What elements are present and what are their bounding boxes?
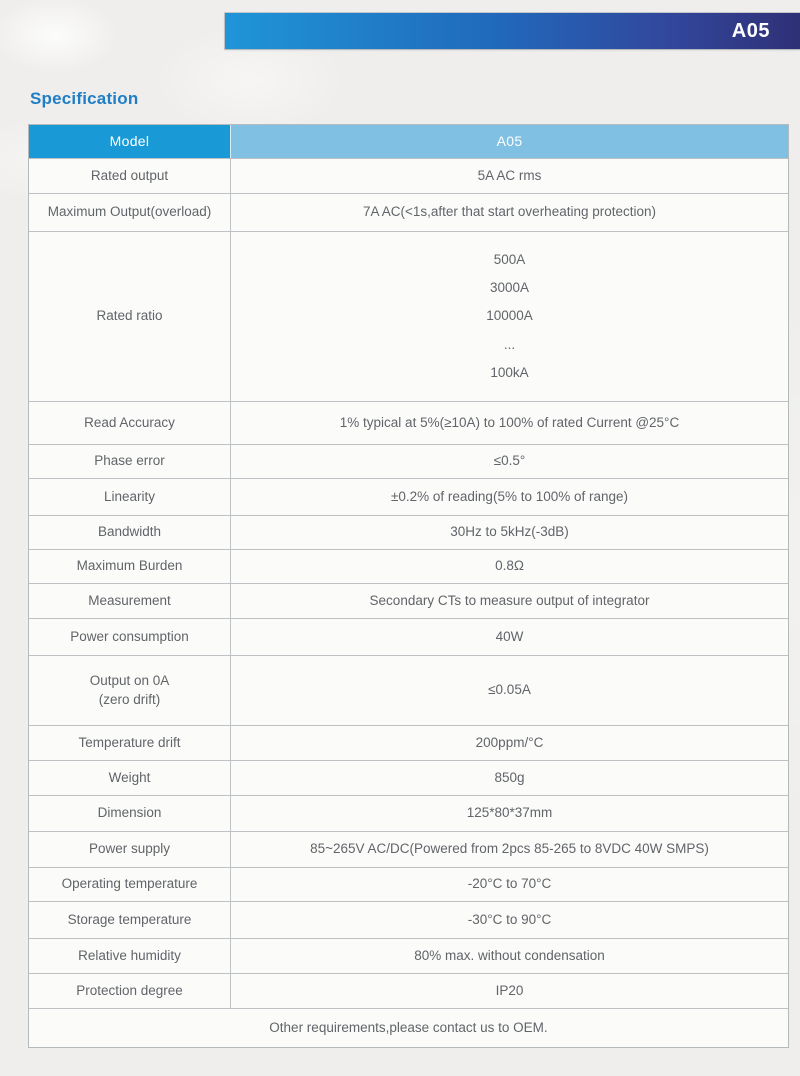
- row-value-cell: [231, 445, 788, 478]
- row-label-text: Power consumption: [70, 628, 189, 644]
- row-value-cell: [231, 902, 788, 938]
- row-value-text: 850g: [494, 769, 525, 785]
- row-value-text: 5A AC rms: [477, 167, 542, 183]
- table-footer-row: [29, 1009, 788, 1047]
- spec-row-measurement: [29, 584, 788, 619]
- row-value-text: IP20: [495, 982, 524, 998]
- spec-row-storage-temperature: [29, 902, 788, 939]
- row-value-cell: [231, 402, 788, 444]
- row-label-cell: [29, 868, 231, 901]
- row-value-cell: [231, 159, 788, 193]
- header-banner: [225, 13, 800, 49]
- ratio-value-text: 500A: [493, 251, 526, 267]
- row-value-text: -30°C to 90°C: [467, 911, 552, 927]
- row-label-cell: [29, 761, 231, 795]
- row-value-cell: [231, 761, 788, 795]
- row-label-text: Operating temperature: [61, 876, 198, 892]
- header-model-cell: [29, 125, 231, 158]
- row-label-text: Linearity: [103, 488, 156, 504]
- row-label-cell: [29, 796, 231, 831]
- row-label-text: Maximum Burden: [76, 558, 183, 574]
- row-label-cell: [29, 232, 231, 401]
- table-header-row: [29, 125, 788, 159]
- row-label-cell: [29, 479, 231, 515]
- row-value-cell: [231, 232, 788, 401]
- row-label-text: Weight: [108, 769, 151, 785]
- spec-row-weight: [29, 761, 788, 796]
- row-label-text: Storage temperature: [67, 911, 192, 927]
- spec-row-dimension: [29, 796, 788, 832]
- row-label-line1: Output on 0A: [89, 673, 170, 689]
- row-label-text: Bandwidth: [97, 524, 162, 540]
- row-label-text: Measurement: [88, 592, 171, 608]
- row-label-text: Power supply: [88, 841, 171, 857]
- spec-row-temperature-drift: [29, 726, 788, 761]
- row-value-cell: [231, 726, 788, 760]
- row-label-cell: [29, 832, 231, 867]
- row-label-cell: [29, 902, 231, 938]
- row-label-text: Rated output: [90, 167, 169, 183]
- ratio-value-text: 10000A: [486, 308, 533, 324]
- row-value-text: 125*80*37mm: [466, 805, 553, 821]
- spec-row-rated-output: [29, 159, 788, 194]
- row-value-text: 1% typical at 5%(≥10A) to 100% of rated Current @25°C: [339, 414, 680, 430]
- row-value-text: 40W: [495, 628, 524, 644]
- row-label-text: Relative humidity: [78, 947, 181, 963]
- row-label-text: Maximum Output(overload): [47, 204, 212, 220]
- row-label-cell: [29, 159, 231, 193]
- row-value-text: 0.8Ω: [495, 558, 524, 574]
- footer-note: Other requirements,please contact us to OEM.: [269, 1019, 548, 1035]
- row-label-cell: [29, 939, 231, 973]
- row-label-cell: [29, 550, 231, 583]
- row-label-line2: (zero drift): [98, 691, 161, 707]
- row-value-cell: [231, 479, 788, 515]
- row-value-cell: [231, 584, 788, 618]
- row-value-text: ±0.2% of reading(5% to 100% of range): [390, 488, 629, 504]
- spec-row-power-supply: [29, 832, 788, 868]
- row-label-text: Temperature drift: [78, 734, 181, 750]
- row-label-cell: [29, 402, 231, 444]
- row-value-cell: [231, 832, 788, 867]
- spec-row-maximum-burden: [29, 550, 788, 584]
- row-value-text: -20°C to 70°C: [467, 876, 552, 892]
- ratio-value-text: 100kA: [490, 364, 529, 380]
- spec-row-power-consumption: [29, 619, 788, 656]
- row-value-cell: [231, 550, 788, 583]
- row-value-text: 85~265V AC/DC(Powered from 2pcs 85-265 to 8VDC 40W SMPS): [310, 841, 709, 857]
- spec-row-linearity: [29, 479, 788, 516]
- row-label-cell: [29, 445, 231, 478]
- spec-row-rated-ratio: [29, 232, 788, 402]
- spec-row-phase-error: [29, 445, 788, 479]
- row-value-cell: [231, 516, 788, 549]
- row-value-cell: [231, 939, 788, 973]
- row-value-cell: [231, 194, 788, 231]
- row-label-text: Rated ratio: [96, 308, 163, 324]
- row-label-cell: [29, 194, 231, 231]
- row-label-cell: [29, 726, 231, 760]
- row-value-cell: [231, 974, 788, 1008]
- row-label-text: Dimension: [97, 805, 162, 821]
- row-label-text: Read Accuracy: [84, 414, 175, 430]
- spec-row-read-accuracy: [29, 402, 788, 445]
- row-value-cell: [231, 656, 788, 725]
- page-code-label: A05: [731, 19, 770, 42]
- row-label-text: Protection degree: [76, 982, 183, 998]
- spec-row-relative-humidity: [29, 939, 788, 974]
- ratio-value-text: 3000A: [489, 280, 530, 296]
- section-title: Specification: [30, 89, 139, 108]
- row-label-cell: [29, 656, 231, 725]
- row-value-text: 200ppm/°C: [475, 734, 544, 750]
- header-model-value: A05: [496, 133, 523, 150]
- row-label-cell: [29, 619, 231, 655]
- row-value-text: 80% max. without condensation: [414, 947, 605, 963]
- spec-row-output-on-0a: [29, 656, 788, 726]
- header-value-cell: [231, 125, 788, 158]
- row-value-cell: [231, 619, 788, 655]
- row-value-text: ≤0.05A: [488, 682, 531, 698]
- row-value-cell: [231, 868, 788, 901]
- row-label-cell: [29, 584, 231, 618]
- row-value-text: 30Hz to 5kHz(-3dB): [450, 524, 569, 540]
- ratio-value-text: ...: [503, 336, 516, 352]
- spec-table: [28, 124, 789, 1048]
- spec-row-protection-degree: [29, 974, 788, 1009]
- row-value-text: ≤0.5°: [493, 453, 526, 469]
- row-label-cell: [29, 974, 231, 1008]
- row-label-cell: [29, 516, 231, 549]
- header-model-label: Model: [109, 133, 150, 150]
- spec-row-bandwidth: [29, 516, 788, 550]
- spec-row-operating-temperature: [29, 868, 788, 902]
- spec-row-maximum-output: [29, 194, 788, 232]
- row-value-text: Secondary CTs to measure output of integrator: [369, 592, 650, 608]
- row-label-text: Phase error: [94, 453, 165, 469]
- row-value-text: 7A AC(<1s,after that start overheating protection): [362, 204, 657, 220]
- row-value-cell: [231, 796, 788, 831]
